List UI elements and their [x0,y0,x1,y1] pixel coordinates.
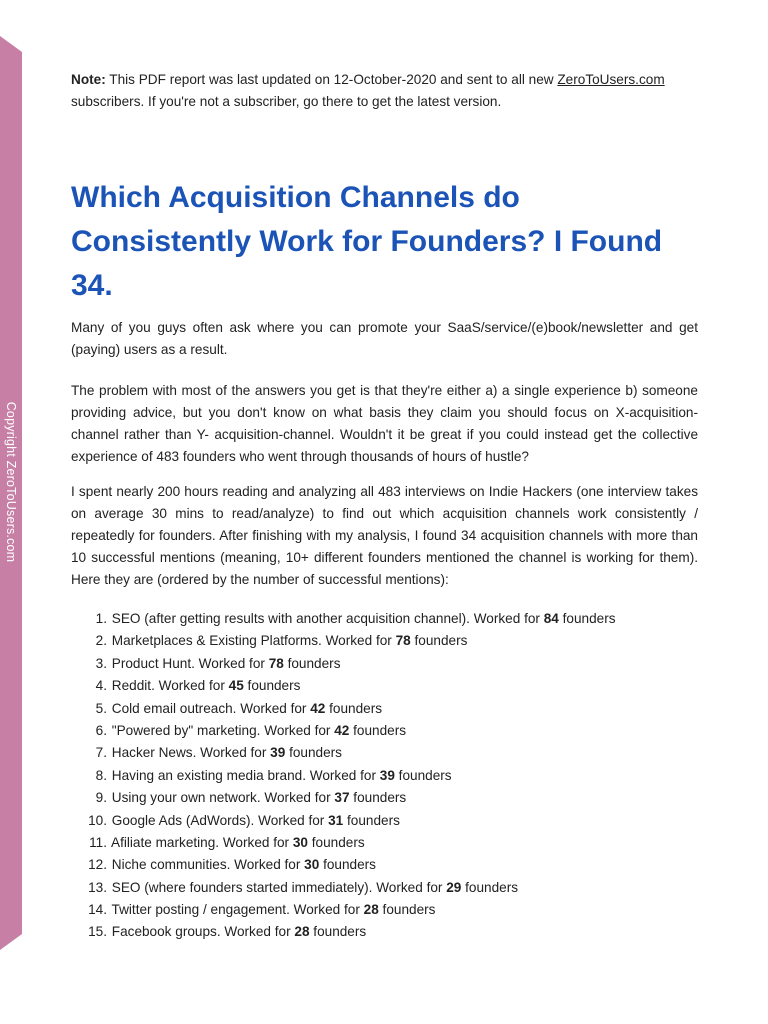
channel-text: SEO (where founders started immediately). Worked for [111,879,447,895]
founder-count: 31 [328,812,344,828]
list-number: 11. [89,834,107,850]
channel-text: Facebook groups. Worked for [111,924,295,940]
channel-text: Using your own network. Worked for [111,790,335,806]
channel-text: "Powered by" marketing. Worked for [111,722,335,738]
channel-suffix: founders [349,790,407,806]
update-note [71,69,698,113]
channel-suffix: founders [394,767,452,783]
channel-text: Afiliate marketing. Worked for [111,834,293,850]
list-number: 14. [88,902,107,918]
channel-suffix: founders [343,812,400,828]
channel-text: Marketplaces & Existing Platforms. Worked for [111,633,396,649]
channel-text: Hacker News. Worked for [111,745,271,761]
founder-count: 28 [363,902,379,918]
list-number: 6. [95,722,107,738]
note-text-after: subscribers. If you're not a subscriber, go there to get the latest version. [71,93,502,109]
channel-suffix: founders [349,722,407,738]
list-item [95,630,616,652]
channel-suffix: founders [378,902,436,918]
list-number: 2. [95,633,107,649]
problem-paragraph: The problem with most of the answers you get is that they're either a) a single experience b) someone providing advice, but you don't know on what basis they claim you should focus on X-acquisition-channel rather than Y- acquisition-channel. Wouldn't it be great if you could instead get the collective experience of 483 founders who went through thousands of hours of hustle? [71,383,698,464]
channel-suffix: founders [319,857,376,873]
list-item [95,765,616,787]
note-text-before: This PDF report was last updated on 12-October-2020 and sent to all new [105,71,558,87]
channel-suffix: founders [243,678,301,694]
list-number: 9. [95,790,107,806]
founder-count: 42 [334,722,350,738]
channel-text: Cold email outreach. Worked for [111,700,311,716]
channel-suffix: founders [410,633,468,649]
list-number: 12. [88,857,107,873]
note-label: Note: [71,71,106,87]
list-item [95,742,616,764]
page-title: Which Acquisition Channels do Consistently Work for Founders? I Found 34. [71,181,663,302]
founder-count: 29 [446,879,462,895]
channel-text: Product Hunt. Worked for [111,655,269,671]
channel-text: Having an existing media brand. Worked for [111,767,380,783]
intro-paragraph: Many of you guys often ask where you can promote your SaaS/service/(e)book/newsletter and get (paying) users as a result. [71,320,698,357]
founder-count: 84 [543,611,559,626]
channel-suffix: founders [285,745,342,761]
list-item [95,720,616,742]
founder-count: 39 [379,767,395,783]
founder-count: 30 [304,857,320,873]
channel-suffix: founders [325,700,383,716]
channel-text: Google Ads (AdWords). Worked for [111,812,329,828]
founder-count: 30 [292,834,308,850]
channel-text: SEO (after getting results with another acquisition channel). Worked for [111,611,544,626]
channel-suffix: founders [558,611,616,626]
list-number: 8. [95,767,107,783]
list-item [95,608,616,630]
channel-suffix: founders [307,834,365,850]
list-number: 5. [95,700,107,716]
channel-text: Twitter posting / engagement. Worked for [111,902,364,918]
list-number: 7. [95,745,107,761]
list-item [89,832,616,854]
list-item [95,787,616,809]
list-item [95,698,616,720]
list-number: 4. [95,678,107,694]
founder-count: 28 [294,924,310,940]
zerotousers-link[interactable]: ZeroToUsers.com [557,71,665,87]
channel-suffix: founders [309,924,367,940]
founder-count: 78 [268,655,284,671]
founder-count: 42 [310,700,326,716]
list-number: 3. [95,655,107,671]
list-number: 10. [88,812,107,828]
channel-text: Niche communities. Worked for [111,857,305,873]
list-item [88,877,616,899]
list-number: 13. [88,879,107,895]
list-number: 1. [95,611,107,626]
list-item [88,921,616,943]
list-item [88,899,616,921]
channel-suffix: founders [283,655,341,671]
founder-count: 78 [395,633,411,649]
founder-count: 39 [270,745,286,761]
copyright-vertical-text: Copyright ZeroToUsers.com [4,401,18,563]
list-item [88,854,616,876]
channel-suffix: founders [461,879,519,895]
list-item [88,810,616,832]
founder-count: 45 [228,678,244,694]
channel-list [88,608,616,944]
channel-text: Reddit. Worked for [111,678,229,694]
list-item [95,653,616,675]
list-number: 15. [88,924,107,940]
founder-count: 37 [334,790,350,806]
list-item [95,675,616,697]
analysis-paragraph: I spent nearly 200 hours reading and analyzing all 483 interviews on Indie Hackers (one interview takes on average 30 mins to read/analyze) to find out which acquisition channels work consistently / repeatedly for founders. After finishing with my analysis, I found 34 acquisition channels with more than 10 successful mentions (meaning, 10+ different founders mentioned the channel is working for them). Here they are (ordered by the number of successful mentions): [71,484,698,587]
